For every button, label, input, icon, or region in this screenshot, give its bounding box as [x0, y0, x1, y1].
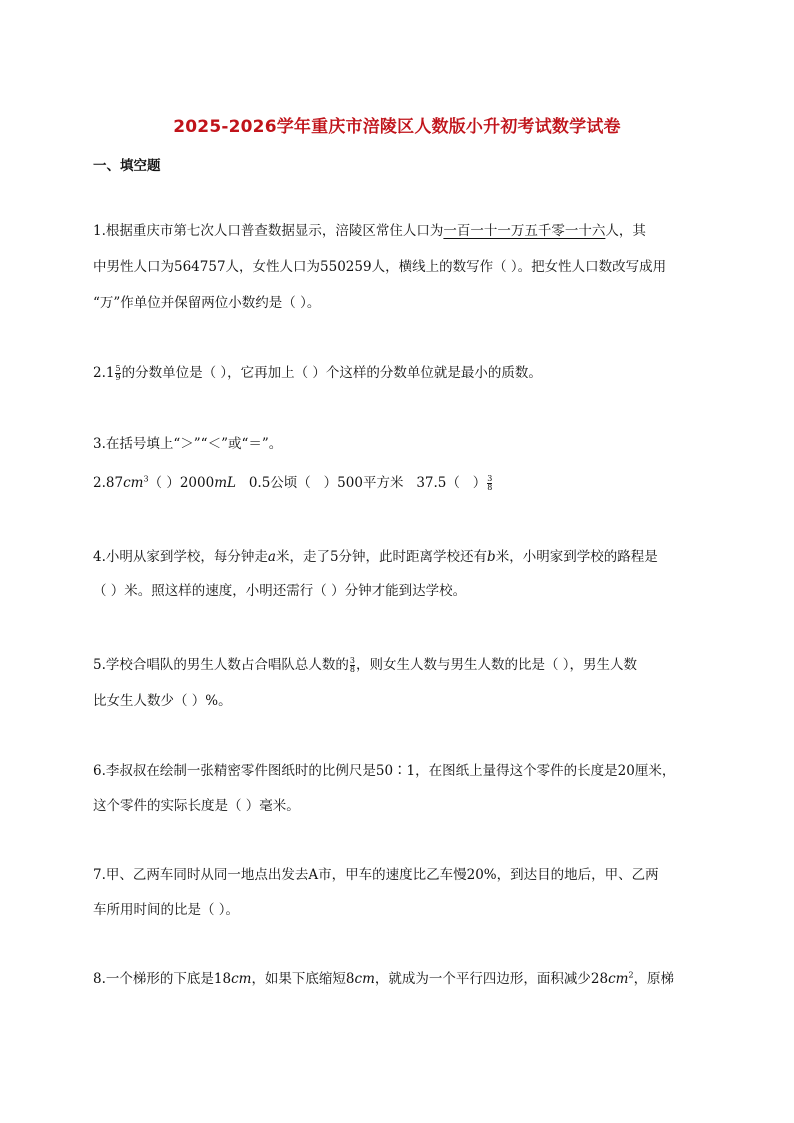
q3-p3: 0.5公顷（ ）500平方米 37.5（ ） [235, 475, 487, 491]
q8-text-c: ，就成为一个平行四边形，面积减少28 [374, 971, 609, 987]
q8-unit-1: cm [231, 971, 252, 987]
q4-var-b: b [487, 549, 496, 565]
q4-text-a: 4.小明从家到学校，每分钟走 [93, 549, 268, 565]
q3-fraction [487, 475, 492, 492]
q1-line3: “万”作单位并保留两位小数约是（ ）。 [93, 295, 321, 311]
q6-line2: 这个零件的实际长度是（ ）毫米。 [93, 798, 300, 814]
q5-frac-den: 8 [349, 665, 355, 674]
q4-var-a: a [267, 549, 276, 565]
q2-text: 的分数单位是（ ），它再加上（ ）个这样的分数单位就是最小的质数。 [121, 365, 542, 381]
q1-line2: 中男性人口为564757人，女性人口为550259人，横线上的数写作（ ）。把女性人口数改写成用 [93, 259, 667, 275]
q3-p2-unit: mL [214, 475, 236, 491]
q2-frac-den: 9 [115, 373, 121, 382]
q8-unit-3: cm [608, 971, 629, 987]
q7-line1: 7.甲、乙两车同时从同一地点出发去A市，甲车的速度比乙车慢20%，到达目的地后，甲、乙两 [93, 867, 659, 883]
q8-line1 [93, 970, 674, 988]
q8-text-b: ，如果下底缩短8 [251, 971, 355, 987]
q2-frac-num: 5 [115, 364, 121, 373]
q2-prefix: 2.1 [93, 365, 115, 381]
q5-frac-num: 3 [349, 656, 355, 665]
q3-p1: 2.87 [93, 475, 124, 491]
q3-p1-unit: cm [123, 475, 144, 491]
q3-p2: （ ）2000 [148, 475, 215, 491]
q8-sup: 2 [628, 970, 634, 980]
q3-line1: 3.在括号填上“＞”“＜”或“＝”。 [93, 436, 283, 452]
q7-line2: 车所用时间的比是（ ）。 [93, 902, 240, 918]
q1-text-b: 人，其 [605, 223, 646, 239]
q8-text-d: ，原梯 [633, 971, 675, 987]
q2-fraction [115, 365, 120, 382]
q3-frac-num: 3 [487, 474, 493, 483]
q3-p1-sup: 3 [143, 474, 149, 484]
q3-frac-den: 8 [487, 483, 493, 492]
q4-line2: （ ）米。照这样的速度，小明还需行（ ）分钟才能到达学校。 [93, 583, 467, 599]
q4-text-c: 米，小明家到学校的路程是 [495, 549, 658, 565]
q8-unit-2: cm [354, 971, 375, 987]
q1-underlined-number: 一百一十一万五千零一十六 [443, 223, 606, 239]
q5-text-a: 5.学校合唱队的男生人数占合唱队总人数的 [93, 657, 349, 673]
q8-text-a: 8.一个梯形的下底是18 [93, 971, 232, 987]
q2-line [93, 364, 542, 382]
page-title: 2025-2026学年重庆市涪陵区人数版小升初考试数学试卷 [173, 117, 621, 137]
q5-text-b: ，则女生人数与男生人数的比是（ ），男生人数 [355, 657, 638, 673]
q1-text-a: 1.根据重庆市第七次人口普查数据显示，涪陵区常住人口为 [93, 223, 444, 239]
q5-line1 [93, 656, 637, 674]
q5-fraction [350, 657, 355, 674]
q6-line1: 6.李叔叔在绘制一张精密零件图纸时的比例尺是50∶1，在图纸上量得这个零件的长度是20厘米， [93, 763, 676, 779]
section-heading: 一、填空题 [93, 158, 161, 174]
q1-line1 [93, 222, 646, 240]
q5-line2: 比女生人数少（ ）%。 [93, 693, 232, 709]
q4-text-b: 米，走了5分钟，此时距离学校还有 [275, 549, 488, 565]
q4-line1 [93, 548, 658, 566]
q3-line2 [93, 474, 493, 492]
